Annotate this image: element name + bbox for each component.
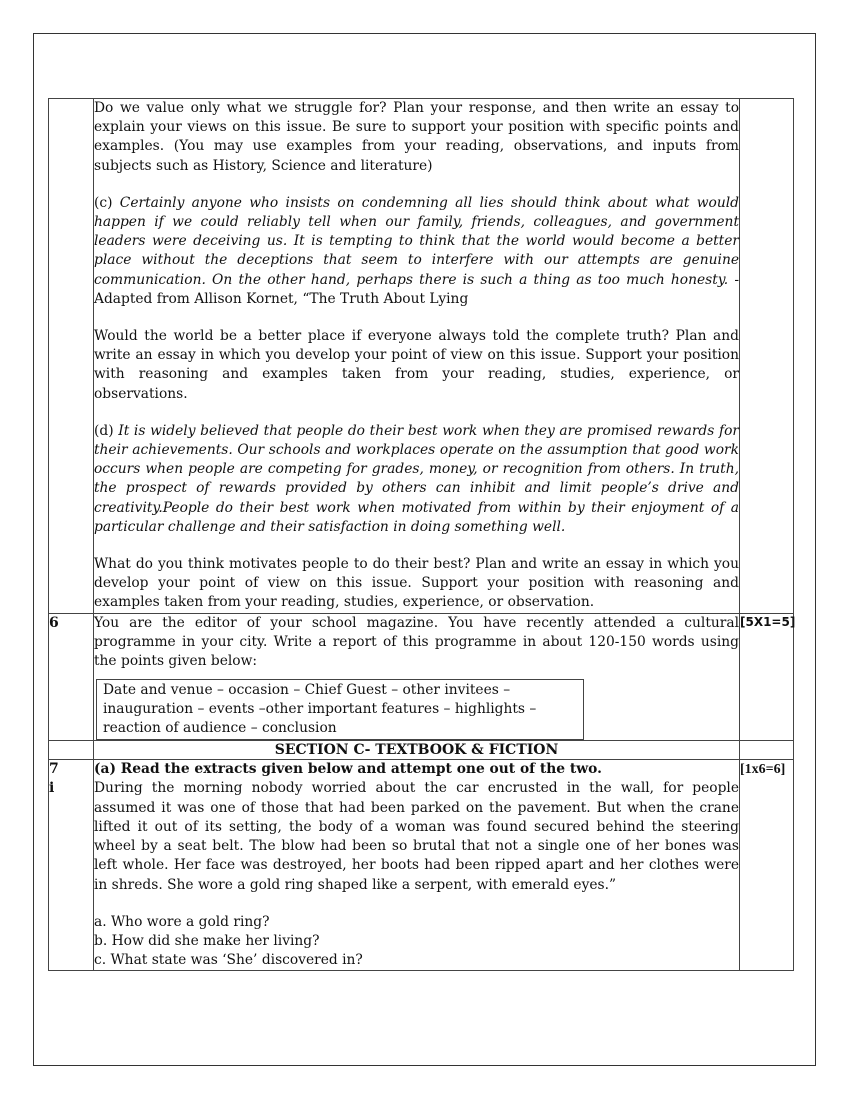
- part-d-prompt: What do you think motivates people to do their best? Plan and write an essay in which you develop your point of view on this issue. Support your position with reasoning and examples taken from your reading, studies, experience, or observation.: [94, 556, 739, 611]
- q7-questions: [94, 913, 739, 971]
- q7-content: [94, 760, 740, 971]
- question-number-cell: [49, 760, 94, 971]
- question-number: 7: [49, 761, 59, 778]
- part-d-passage: [94, 422, 739, 537]
- question-number: 6: [49, 613, 94, 741]
- q5-content: [94, 99, 740, 614]
- part-c-source: - Adapted from Allison Kornet, “The Truth About Lying: [94, 271, 739, 307]
- table-row-q5-continued: [49, 99, 794, 614]
- q7-extract: During the morning nobody worried about the car encrusted in the wall, for people assumed it was one of those that had been parked on the pavement. But when the crane lifted it out of its setting, the body of a woman was found secured behind the steering wheel by a seat belt. The blow had been so brutal that not a single one of her bones was left whole. Her face was destroyed, her boots had been ripped apart and her clothes were in shreds. She wore a gold ring shaped like a serpent, with emerald eyes.”: [94, 780, 739, 893]
- q7-instruction: (a) Read the extracts given below and attempt one out of the two.: [94, 761, 602, 778]
- part-d-quote: It is widely believed that people do their best work when they are promised rewards for their achievements. Our schools and workplaces operate on the assumption that good work occurs when people are competing for grades, money, or recognition from others. In truth, the prospect of rewards provided by others can inhibit and limit people’s drive and creativity.People do their best work when motivated from within by their enjoyment of a particular challenge and their satisfaction in doing something well.: [94, 422, 740, 535]
- list-item: b. How did she make her living?: [94, 932, 320, 949]
- table-row-q7: [49, 760, 794, 971]
- sub-question-number: i: [49, 780, 55, 797]
- part-c-quote: Certainly anyone who insists on condemning all lies should think about what would happen if we could reliably tell when our family, friends, colleagues, and government leaders were deceiving us. It is tempting to think that the world would become a better place without the deceptions that seem to interfere with our attempts are genuine communication. On the other hand, perhaps there is such a thing as too much honesty.: [94, 194, 739, 288]
- table-row-section-heading: [49, 741, 794, 760]
- part-b-prompt: Do we value only what we struggle for? Plan your response, and then write an essay to explain your views on this issue. Be sure to support your position with specific points and examples. (You may use examples from your reading, observations, and inputs from subjects such as History, Science and literature): [94, 100, 739, 174]
- question-table: [48, 98, 794, 971]
- part-d-label: (d): [94, 422, 119, 439]
- part-c-passage: [94, 194, 739, 309]
- blank-cell: [49, 741, 94, 760]
- blank-cell: [740, 741, 794, 760]
- table-row-q6: [49, 613, 794, 741]
- q6-marks: [5X1=5]: [740, 613, 794, 741]
- q7-marks: [1x6=6]: [740, 760, 794, 971]
- q6-content: [94, 613, 740, 741]
- question-number-cell: [49, 99, 94, 614]
- marks-cell: [740, 99, 794, 614]
- part-c-prompt: Would the world be a better place if everyone always told the complete truth? Plan and write an essay in which you develop your point of view on this issue. Support your position with reasoning and examples taken from your reading, studies, experience, or observations.: [94, 328, 739, 402]
- q6-prompt: You are the editor of your school magazine. You have recently attended a cultural programme in your city. Write a report of this programme in about 120-150 words using the points given below:: [94, 614, 739, 670]
- list-item: c. What state was ‘She’ discovered in?: [94, 952, 363, 969]
- q6-points-box: Date and venue – occasion – Chief Guest – other invitees – inauguration – events –other important features – highlights – reaction of audience – conclusion: [96, 679, 584, 740]
- section-heading: SECTION C- TEXTBOOK & FICTION: [94, 741, 740, 760]
- part-c-label: (c): [94, 194, 120, 211]
- list-item: a. Who wore a gold ring?: [94, 913, 270, 930]
